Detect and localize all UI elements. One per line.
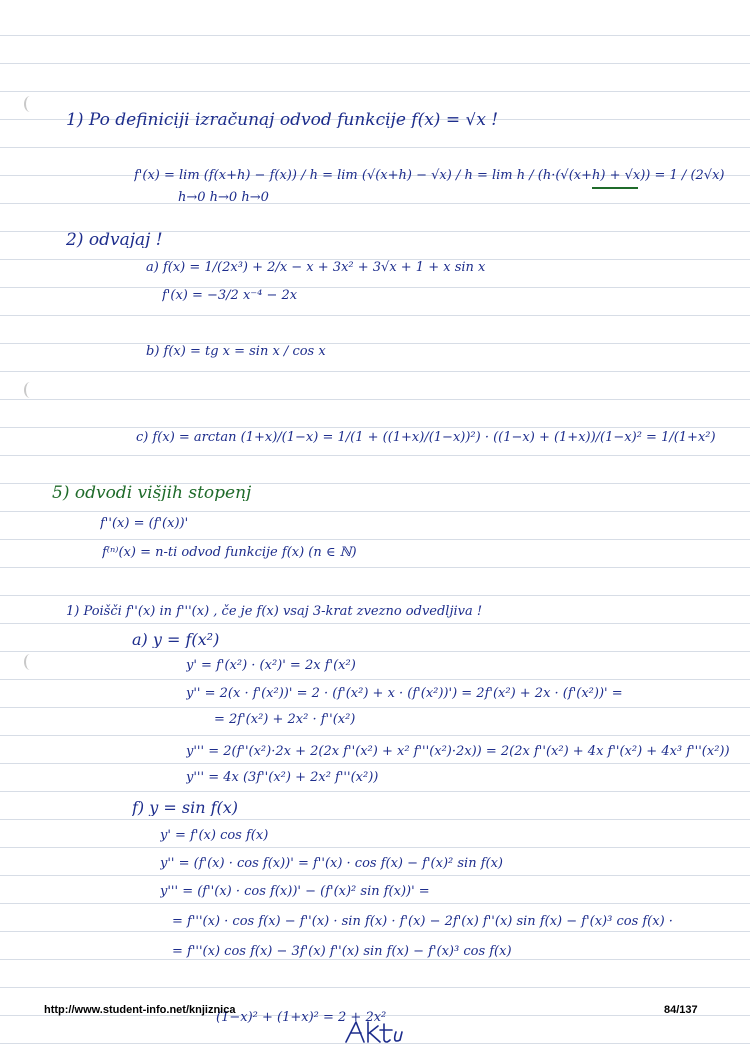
handwritten-line: y''' = 2(f''(x²)·2x + 2(2x f''(x²) + x² f'''(x²)·2x)) = 2(2x f''(x²) + 4x f''(x²) + 4x³ f'''(x²)) — [186, 744, 730, 759]
handwritten-line: y'' = 2(x · f'(x²))' = 2 · (f'(x²) + x · (f'(x²))') = 2f'(x²) + 2x · (f'(x²))' = — [186, 686, 623, 701]
punch-hole-mark — [24, 654, 36, 670]
result-underline — [592, 187, 638, 189]
punch-hole-mark — [24, 382, 36, 398]
handwritten-line: 1) Poišči f''(x) in f'''(x) , če je f(x) vsaj 3-krat zvezno odvedljiva ! — [66, 604, 483, 619]
handwritten-line: = f'''(x) cos f(x) − 3f'(x) f''(x) sin f(x) − f'(x)³ cos f(x) — [172, 944, 512, 959]
handwritten-line: y''' = 4x (3f''(x²) + 2x² f'''(x²)) — [186, 770, 379, 785]
signature-scribble — [342, 1018, 406, 1048]
handwritten-line: f⁽ⁿ⁾(x) = n-ti odvod funkcije f(x) (n ∈ ℕ) — [102, 545, 357, 560]
handwritten-line: f'(x) = −3/2 x⁻⁴ − 2x — [162, 288, 298, 303]
handwritten-line: = f'''(x) · cos f(x) − f''(x) · sin f(x) · f'(x) − 2f'(x) f''(x) sin f(x) − f'(x)³ cos f(x) · — [172, 914, 673, 929]
handwritten-line: c) f(x) = arctan (1+x)/(1−x) = 1/(1 + ((1+x)/(1−x))²) · ((1−x) + (1+x))/(1−x)² = 1/(1+x²) — [136, 430, 716, 445]
punch-hole-mark — [24, 96, 36, 112]
handwritten-line: f''(x) = (f'(x))' — [100, 516, 189, 531]
handwritten-line: 5) odvodi višjih stopenj — [52, 485, 252, 501]
handwritten-line: b) f(x) = tg x = sin x / cos x — [146, 344, 326, 359]
handwritten-line: a) y = f(x²) — [132, 632, 220, 648]
handwritten-line: y' = f'(x) cos f(x) — [160, 828, 269, 843]
handwritten-line: y''' = (f''(x) · cos f(x))' − (f'(x)² sin f(x))' = — [160, 884, 430, 899]
handwritten-line: y' = f'(x²) · (x²)' = 2x f'(x²) — [186, 658, 356, 673]
handwritten-line: 1) Po definiciji izračunaj odvod funkcije f(x) = √x ! — [66, 112, 499, 128]
handwritten-line: = 2f'(x²) + 2x² · f''(x²) — [214, 712, 356, 727]
handwritten-line: y'' = (f'(x) · cos f(x))' = f''(x) · cos f(x) − f'(x)² sin f(x) — [160, 856, 503, 871]
footer-page-number: 84/137 — [664, 1004, 698, 1016]
handwritten-line: h→0 h→0 h→0 — [178, 190, 269, 205]
handwritten-line: a) f(x) = 1/(2x³) + 2/x − x + 3x² + 3√x + 1 + x sin x — [146, 260, 486, 275]
handwritten-line: 2) odvajaj ! — [66, 232, 163, 248]
handwritten-line: f) y = sin f(x) — [132, 800, 239, 816]
footer-url[interactable]: http://www.student-info.net/knjiznica — [44, 1004, 236, 1016]
handwritten-line: f'(x) = lim (f(x+h) − f(x)) / h = lim (√(x+h) − √x) / h = lim h / (h·(√(x+h) + √x)) = 1 / (2√x) — [134, 168, 725, 183]
handwritten-line: (1−x)² + (1+x)² = 2 + 2x² — [216, 1010, 387, 1025]
